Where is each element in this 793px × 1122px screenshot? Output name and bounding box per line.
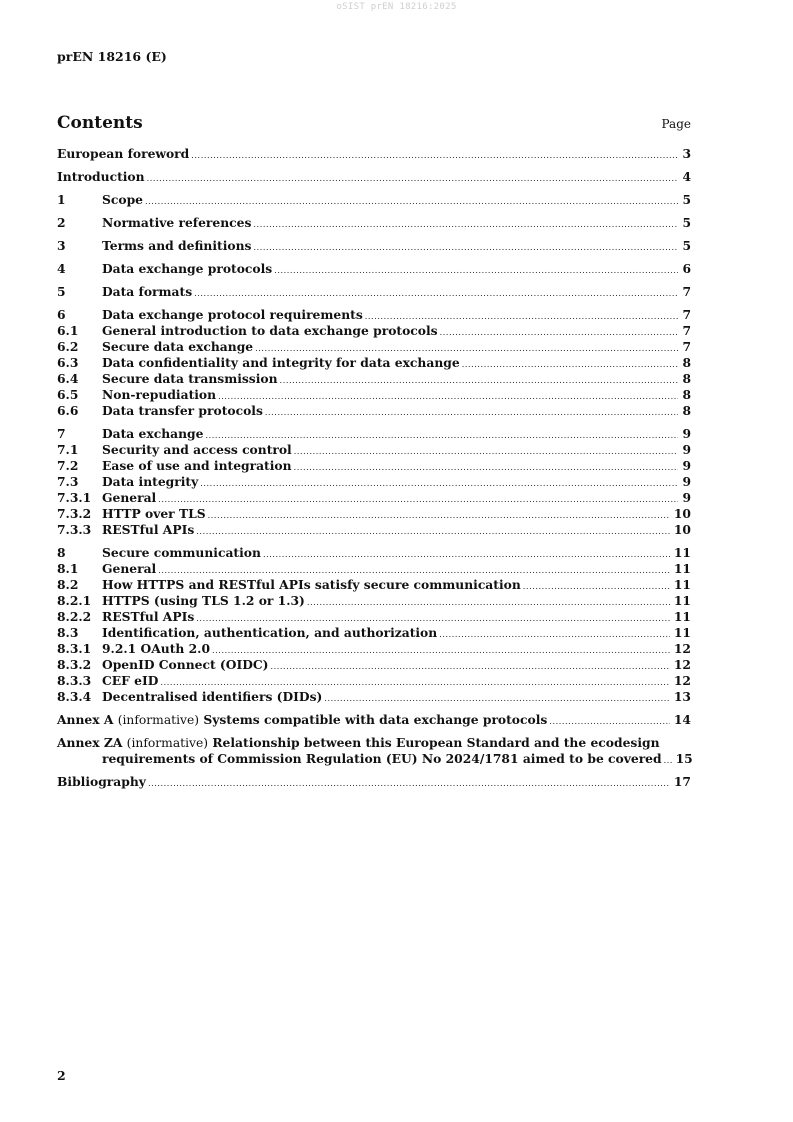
toc-entry-title: HTTPS (using TLS 1.2 or 1.3) xyxy=(102,593,305,608)
toc-entry-number: 6.5 xyxy=(57,387,79,402)
toc-entry-page: 9 xyxy=(682,490,691,505)
toc-entry[interactable] xyxy=(57,474,691,490)
toc-entry-page: 8 xyxy=(682,355,691,370)
toc-entry-title: Secure data transmission xyxy=(102,371,278,386)
leader-dots xyxy=(263,547,670,563)
leader-dots xyxy=(194,286,678,302)
toc-entry-title: RESTful APIs xyxy=(102,609,195,624)
annex-a-title: Systems compatible with data exchange protocols xyxy=(203,712,548,727)
toc-entry-title: Terms and definitions xyxy=(102,238,252,253)
toc-entry-number: 8.3.1 xyxy=(57,641,92,656)
leader-dots xyxy=(294,444,679,460)
annex-za-title-line2: requirements of Commission Regulation (EU) No 2024/1781 aimed to be covered xyxy=(102,751,662,766)
toc-entry[interactable] xyxy=(57,657,691,673)
leader-dots xyxy=(148,776,670,792)
toc-entry-title: Data transfer protocols xyxy=(102,403,263,418)
leader-dots xyxy=(147,171,679,187)
toc-entry[interactable] xyxy=(57,490,691,506)
annex-za-prefix: Annex ZA xyxy=(57,735,123,750)
toc-entry-title: Identification, authentication, and authorization xyxy=(102,625,438,640)
toc-bibliography[interactable] xyxy=(57,774,691,790)
leader-dots xyxy=(265,405,679,421)
leader-dots xyxy=(664,753,672,769)
toc-entry-title: OpenID Connect (OIDC) xyxy=(102,657,269,672)
toc-entry-number: 8.2.2 xyxy=(57,609,92,624)
toc-entry[interactable] xyxy=(57,458,691,474)
leader-dots xyxy=(218,389,678,405)
leader-dots xyxy=(253,240,678,256)
toc-entry-page: 11 xyxy=(673,545,691,560)
leader-dots xyxy=(462,357,679,373)
toc-entry-number: 7.3.1 xyxy=(57,490,92,505)
annex-za-title-line1: Relationship between this European Standard and the ecodesign xyxy=(212,735,660,750)
toc-entry-number: 8.3.4 xyxy=(57,689,92,704)
toc-entry-title: Data confidentiality and integrity for data exchange xyxy=(102,355,460,370)
toc-entry[interactable] xyxy=(57,284,691,300)
toc-entry-title: Data formats xyxy=(102,284,193,299)
leader-dots xyxy=(549,714,670,730)
toc-entry-number: 8.1 xyxy=(57,561,79,576)
toc-entry-page: 11 xyxy=(673,577,691,592)
page-number: 2 xyxy=(57,1068,66,1083)
contents-header xyxy=(57,113,691,133)
toc-entry-title: Normative references xyxy=(102,215,252,230)
toc-group xyxy=(57,284,691,300)
toc-entry-page: 10 xyxy=(673,522,691,537)
toc-entry-page: 9 xyxy=(682,426,691,441)
toc-entry[interactable] xyxy=(57,426,691,442)
toc-entry-page: 11 xyxy=(673,561,691,576)
leader-dots xyxy=(439,627,670,643)
leader-dots xyxy=(200,476,678,492)
toc-annex-a[interactable] xyxy=(57,712,691,728)
toc-entry-title: Non-repudiation xyxy=(102,387,217,402)
toc-entry-title: CEF eID xyxy=(102,673,159,688)
toc-entry-page: 7 xyxy=(682,284,691,299)
toc-entry-number: 6.1 xyxy=(57,323,79,338)
toc-entry-page: 5 xyxy=(682,238,691,253)
toc-entry-page: 9 xyxy=(682,458,691,473)
leader-dots xyxy=(307,595,670,611)
leader-dots xyxy=(212,643,670,659)
toc-entry-number: 8.2.1 xyxy=(57,593,92,608)
toc-group xyxy=(57,307,691,419)
toc-entry[interactable] xyxy=(57,625,691,641)
toc-entry-number: 7 xyxy=(57,426,66,441)
toc-group xyxy=(57,426,691,538)
toc-entry-number: 7.3.2 xyxy=(57,506,92,521)
toc-entry-page: 6 xyxy=(682,261,691,276)
toc-entry-page: 8 xyxy=(682,387,691,402)
toc-entry-page: 11 xyxy=(673,593,691,608)
bibliography-title: Bibliography xyxy=(57,774,146,789)
toc-entry-page: 7 xyxy=(682,323,691,338)
toc-entry-title: HTTP over TLS xyxy=(102,506,206,521)
document-id: prEN 18216 (E) xyxy=(57,49,167,64)
toc-entry-page: 8 xyxy=(682,403,691,418)
leader-dots xyxy=(145,194,678,210)
toc-entry-title: General xyxy=(102,490,157,505)
toc-entry[interactable] xyxy=(57,577,691,593)
toc-entry-number: 6 xyxy=(57,307,66,322)
toc-entry[interactable] xyxy=(57,238,691,254)
toc-entry-title: Ease of use and integration xyxy=(102,458,292,473)
toc-entry-number: 8.2 xyxy=(57,577,79,592)
toc-group xyxy=(57,545,691,705)
leader-dots xyxy=(440,325,679,341)
toc-entry-number: 4 xyxy=(57,261,66,276)
toc-entry-title: Data exchange protocol requirements xyxy=(102,307,363,322)
toc-entry-number: 6.6 xyxy=(57,403,79,418)
toc-entry-page: 5 xyxy=(682,215,691,230)
toc-group xyxy=(57,215,691,231)
watermark: oSIST prEN 18216:2025 xyxy=(336,2,457,12)
toc-entry-title: Secure communication xyxy=(102,545,261,560)
toc-annex-za[interactable] xyxy=(57,735,691,767)
leader-dots xyxy=(158,492,678,508)
contents-title: Contents xyxy=(57,113,143,133)
toc-entry-title: European foreword xyxy=(57,146,190,161)
toc-entry[interactable] xyxy=(57,387,691,403)
toc-entry-page: 7 xyxy=(682,339,691,354)
toc-entry-title: Data exchange xyxy=(102,426,204,441)
toc-entry-page: 10 xyxy=(673,506,691,521)
toc-entry-number: 8.3 xyxy=(57,625,79,640)
toc-entry-title: General introduction to data exchange protocols xyxy=(102,323,438,338)
toc-group xyxy=(57,169,691,185)
toc-entry-page: 8 xyxy=(682,371,691,386)
toc-entry[interactable] xyxy=(57,545,691,561)
toc-entry-page: 12 xyxy=(673,657,691,672)
toc-entry[interactable] xyxy=(57,403,691,419)
leader-dots xyxy=(191,148,678,164)
toc-entry-page: 11 xyxy=(673,625,691,640)
leader-dots xyxy=(324,691,670,707)
toc-entry-title: Scope xyxy=(102,192,143,207)
toc-group xyxy=(57,146,691,162)
toc-entry-number: 3 xyxy=(57,238,66,253)
toc-entry-number: 8 xyxy=(57,545,66,560)
toc-entry-page: 12 xyxy=(673,641,691,656)
toc-entry-page: 13 xyxy=(673,689,691,704)
toc-entry[interactable] xyxy=(57,442,691,458)
annex-a-informative: (informative) xyxy=(117,713,200,727)
toc-entry-title: Introduction xyxy=(57,169,145,184)
toc-entry[interactable] xyxy=(57,307,691,323)
toc-entry-page: 5 xyxy=(682,192,691,207)
toc-entry[interactable] xyxy=(57,609,691,625)
toc-entry-number: 1 xyxy=(57,192,66,207)
annex-a-prefix: Annex A xyxy=(57,712,114,727)
toc-entry[interactable] xyxy=(57,561,691,577)
leader-dots xyxy=(294,460,679,476)
toc-entry-number: 7.3 xyxy=(57,474,79,489)
toc-entry-title: Data exchange protocols xyxy=(102,261,273,276)
toc-entry-title: Security and access control xyxy=(102,442,292,457)
toc-entry-page: 12 xyxy=(673,673,691,688)
toc-entry-title: 9.2.1 OAuth 2.0 xyxy=(102,641,211,656)
toc-entry[interactable] xyxy=(57,355,691,371)
toc-entry[interactable] xyxy=(57,339,691,355)
toc-entry-title: Decentralised identifiers (DIDs) xyxy=(102,689,323,704)
toc-entry[interactable] xyxy=(57,641,691,657)
toc-entry-title: Data integrity xyxy=(102,474,199,489)
toc-group xyxy=(57,238,691,254)
toc-entry-number: 7.3.3 xyxy=(57,522,92,537)
table-of-contents xyxy=(57,146,691,797)
toc-entry-page: 11 xyxy=(673,609,691,624)
toc-entry-number: 8.3.2 xyxy=(57,657,92,672)
page-column-label: Page xyxy=(661,117,691,131)
toc-entry[interactable] xyxy=(57,522,691,538)
annex-za-informative: (informative) xyxy=(126,736,209,750)
toc-entry-number: 6.3 xyxy=(57,355,79,370)
toc-entry-number: 5 xyxy=(57,284,66,299)
leader-dots xyxy=(274,263,678,279)
toc-entry[interactable] xyxy=(57,215,691,231)
toc-entry[interactable] xyxy=(57,593,691,609)
toc-entry-number: 7.1 xyxy=(57,442,79,457)
leader-dots xyxy=(523,579,670,595)
leader-dots xyxy=(280,373,679,389)
toc-group xyxy=(57,192,691,208)
toc-entry-number: 6.2 xyxy=(57,339,79,354)
toc-entry[interactable] xyxy=(57,261,691,277)
toc-entry[interactable] xyxy=(57,192,691,208)
bibliography-page: 17 xyxy=(673,774,691,789)
toc-entry-page: 4 xyxy=(682,169,691,184)
leader-dots xyxy=(208,508,670,524)
toc-entry[interactable] xyxy=(57,146,691,162)
leader-dots xyxy=(196,524,670,540)
toc-entry-page: 3 xyxy=(682,146,691,161)
toc-entry-number: 7.2 xyxy=(57,458,79,473)
toc-entry[interactable] xyxy=(57,506,691,522)
toc-entry[interactable] xyxy=(57,169,691,185)
toc-entry-number: 6.4 xyxy=(57,371,79,386)
toc-entry[interactable] xyxy=(57,689,691,705)
toc-entry[interactable] xyxy=(57,323,691,339)
toc-entry-title: RESTful APIs xyxy=(102,522,195,537)
toc-entry-title: How HTTPS and RESTful APIs satisfy secure communication xyxy=(102,577,521,592)
toc-entry-page: 9 xyxy=(682,442,691,457)
leader-dots xyxy=(253,217,678,233)
toc-entry[interactable] xyxy=(57,371,691,387)
toc-entry-title: Secure data exchange xyxy=(102,339,254,354)
leader-dots xyxy=(270,659,669,675)
toc-entry-number: 2 xyxy=(57,215,66,230)
toc-entry-page: 9 xyxy=(682,474,691,489)
toc-entry[interactable] xyxy=(57,673,691,689)
toc-entry-title: General xyxy=(102,561,157,576)
toc-group xyxy=(57,261,691,277)
annex-a-page: 14 xyxy=(673,712,691,727)
toc-entry-page: 7 xyxy=(682,307,691,322)
toc-entry-number: 8.3.3 xyxy=(57,673,92,688)
annex-za-page: 15 xyxy=(675,751,693,766)
